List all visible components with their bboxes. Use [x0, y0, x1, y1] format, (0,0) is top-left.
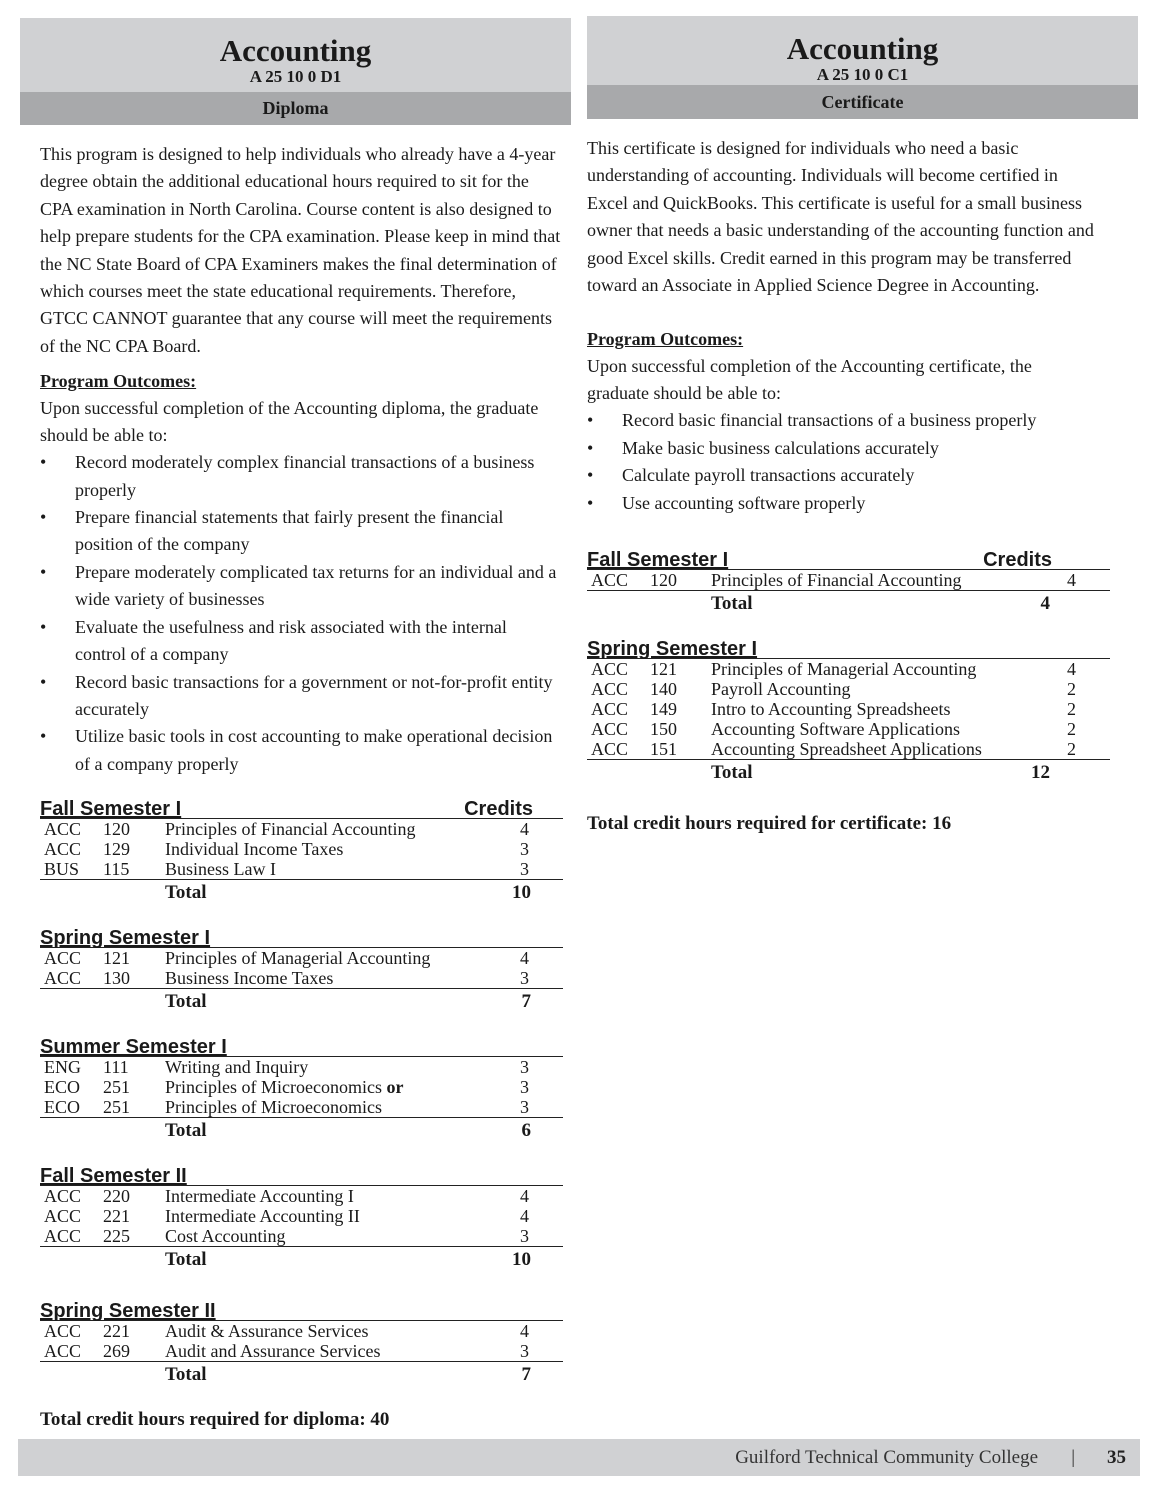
page-number: 35 [1107, 1447, 1126, 1468]
course-title-text: Individual Income Taxes [165, 839, 344, 860]
outcome-text: Prepare financial statements that fairly present the financial position of the company [75, 507, 504, 555]
course-title [165, 1077, 403, 1097]
course-prefix: ACC [44, 1341, 82, 1362]
course-title-text: Intro to Accounting Spreadsheets [711, 699, 951, 720]
course-title [711, 719, 960, 739]
diploma-header [20, 18, 571, 92]
total-label: Total [711, 593, 753, 615]
certificate-semesters [587, 547, 1138, 785]
course-row [40, 819, 563, 839]
outcome-item [40, 669, 562, 724]
course-title-text: Principles of Microeconomics [165, 1077, 382, 1098]
course-title [165, 819, 415, 839]
semester-total-row [587, 759, 1110, 785]
course-number: 251 [103, 1077, 130, 1098]
outcome-text: Calculate payroll transactions accurately [622, 465, 915, 486]
course-prefix: BUS [44, 859, 80, 880]
semester-total-row [587, 590, 1110, 616]
course-row [587, 739, 1138, 759]
diploma-title: Accounting [219, 33, 372, 68]
semester-total-row [40, 1361, 563, 1387]
course-prefix: ECO [44, 1077, 80, 1098]
page-footer [18, 1439, 1140, 1476]
course-row [587, 679, 1138, 699]
diploma-type: Diploma [20, 92, 571, 125]
semester-block [40, 796, 563, 905]
certificate-outcomes-lead: Upon successful completion of the Accounting certificate, the graduate should be able to: [587, 356, 1032, 404]
semester-total-row [40, 1246, 563, 1272]
outcome-item [40, 614, 562, 669]
course-row [40, 1097, 563, 1117]
course-credits: 3 [520, 859, 529, 880]
semester-title: Spring Semester I [40, 927, 211, 950]
semester-title: Spring Semester II [40, 1300, 216, 1323]
course-number: 269 [103, 1341, 130, 1362]
course-row [40, 1186, 563, 1206]
course-title [711, 679, 850, 699]
bullet-dot: • [587, 465, 594, 486]
course-row [587, 659, 1138, 679]
course-number: 225 [103, 1226, 130, 1247]
total-value: 7 [521, 991, 531, 1013]
outcome-item [40, 723, 562, 778]
semester-block [40, 1298, 563, 1387]
course-prefix: ACC [44, 1226, 82, 1247]
course-credits: 3 [520, 1057, 529, 1078]
course-title-text: Principles of Financial Accounting [165, 819, 416, 840]
semester-block [40, 1163, 563, 1272]
outcome-text: Make basic business calculations accurately [622, 437, 939, 458]
course-prefix: ACC [591, 570, 629, 591]
semester-title: Summer Semester I [40, 1036, 227, 1059]
total-value: 12 [1031, 762, 1050, 784]
outcome-text: Evaluate the usefulness and risk associated with the internal control of a company [75, 616, 507, 665]
diploma-total-hours: Total credit hours required for diploma: 40 [40, 1409, 390, 1431]
course-title [165, 1226, 286, 1246]
bullet-dot: • [40, 452, 47, 473]
outcome-text: Record moderately complex financial transactions of a business properly [75, 452, 535, 500]
course-title-text: Accounting Spreadsheet Applications [711, 739, 982, 760]
course-credits: 4 [1067, 659, 1076, 680]
total-value: 4 [1040, 593, 1050, 615]
course-title-text: Intermediate Accounting I [165, 1186, 354, 1207]
course-credits: 2 [1067, 699, 1076, 720]
bullet-dot: • [40, 507, 47, 528]
semester-header [40, 796, 563, 819]
course-number: 149 [650, 699, 677, 720]
course-number: 221 [103, 1321, 130, 1342]
course-credits: 3 [520, 1077, 529, 1098]
course-row [587, 699, 1138, 719]
course-title [165, 1206, 360, 1226]
total-label: Total [711, 762, 753, 784]
course-title [165, 948, 430, 968]
course-prefix: ACC [591, 659, 629, 680]
outcome-text: Utilize basic tools in cost accounting to make operational decision of a company properly [75, 726, 553, 774]
semester-title: Fall Semester I [587, 549, 729, 572]
outcome-item [587, 435, 1110, 462]
course-number: 111 [103, 1057, 129, 1078]
semester-block [587, 547, 1138, 616]
semester-header [40, 1163, 563, 1186]
course-number: 220 [103, 1186, 130, 1207]
credits-header: Credits [464, 798, 533, 821]
bullet-dot: • [587, 492, 594, 513]
semester-title: Fall Semester II [40, 1165, 187, 1188]
course-title [165, 968, 333, 988]
footer-separator: | [1071, 1447, 1075, 1468]
footer-college: Guilford Technical Community College [735, 1447, 1038, 1468]
course-title [711, 659, 976, 679]
total-value: 7 [521, 1364, 531, 1386]
total-value: 10 [512, 882, 531, 904]
course-credits: 4 [520, 1206, 529, 1227]
certificate-body [587, 135, 1138, 835]
course-prefix: ACC [591, 699, 629, 720]
semester-total-row [40, 1117, 563, 1143]
certificate-column [587, 16, 1138, 835]
certificate-total-hours: Total credit hours required for certificate: 16 [587, 813, 952, 835]
course-title [165, 1057, 308, 1077]
semester-title: Fall Semester I [40, 798, 182, 821]
course-title [165, 1097, 382, 1117]
course-prefix: ACC [44, 1206, 82, 1227]
outcome-text: Record basic transactions for a government or not-for-profit entity accurately [75, 671, 553, 719]
course-row [40, 859, 563, 879]
course-row [40, 1206, 563, 1226]
outcome-item [587, 462, 1110, 489]
course-prefix: ENG [44, 1057, 81, 1078]
semester-block [587, 636, 1138, 785]
course-prefix: ACC [591, 679, 629, 700]
bullet-dot: • [40, 616, 47, 637]
course-row [40, 1226, 563, 1246]
course-number: 120 [650, 570, 677, 591]
course-title-text: Intermediate Accounting II [165, 1206, 360, 1227]
course-credits: 4 [520, 1186, 529, 1207]
course-title-text: Principles of Microeconomics [165, 1097, 382, 1118]
total-label: Total [165, 1249, 207, 1271]
bullet-dot: • [40, 561, 47, 582]
course-credits: 3 [520, 1341, 529, 1362]
course-title [165, 1341, 380, 1361]
course-prefix: ACC [44, 1186, 82, 1207]
course-number: 251 [103, 1097, 130, 1118]
diploma-body [20, 141, 571, 1431]
course-title [711, 699, 950, 719]
certificate-code: A 25 10 0 C1 [816, 65, 909, 84]
course-title [165, 1321, 368, 1341]
certificate-intro: This certificate is designed for individuals who need a basic understanding of accounting. Individuals will become certified in Excel and QuickBooks. This certificate is useful for a small business owner that needs a basic understanding of the accounting function and good Excel skills. Credit earned in this program may be transferred toward an Associate in Applied Science Degree in Accounting. [587, 138, 1094, 296]
course-number: 150 [650, 719, 677, 740]
course-title-text: Principles of Managerial Accounting [711, 659, 977, 680]
course-row [40, 948, 563, 968]
semester-block [40, 925, 563, 1014]
course-row [40, 1321, 563, 1341]
course-title-text: Business Law I [165, 859, 276, 880]
course-title [165, 859, 276, 879]
course-number: 121 [650, 659, 677, 680]
course-credits: 3 [520, 1097, 529, 1118]
semester-total-row [40, 988, 563, 1014]
course-row [40, 1077, 563, 1097]
course-title [711, 739, 982, 759]
course-title-text: Accounting Software Applications [711, 719, 960, 740]
bullet-dot: • [587, 437, 594, 458]
certificate-type: Certificate [587, 85, 1138, 119]
course-prefix: ACC [591, 739, 629, 760]
course-number: 140 [650, 679, 677, 700]
course-credits: 3 [520, 968, 529, 989]
semester-header [587, 636, 1110, 659]
course-title-text: Cost Accounting [165, 1226, 286, 1247]
semester-header [587, 547, 1110, 570]
course-credits: 3 [520, 839, 529, 860]
bullet-dot: • [40, 671, 47, 692]
outcome-text: Use accounting software properly [622, 492, 866, 513]
course-title-text: Audit and Assurance Services [165, 1341, 381, 1362]
course-number: 151 [650, 739, 677, 760]
outcome-item [587, 490, 1110, 517]
semester-header [40, 1034, 563, 1057]
course-credits: 2 [1067, 679, 1076, 700]
course-prefix: ACC [44, 948, 82, 969]
semester-total-row [40, 879, 563, 905]
outcome-text: Record basic financial transactions of a business properly [622, 410, 1037, 431]
total-value: 6 [521, 1120, 531, 1142]
course-title [165, 839, 343, 859]
course-title-text: Business Income Taxes [165, 968, 334, 989]
course-title-text: Audit & Assurance Services [165, 1321, 369, 1342]
course-title-text: Payroll Accounting [711, 679, 851, 700]
course-credits: 2 [1067, 719, 1076, 740]
course-credits: 3 [520, 1226, 529, 1247]
outcome-item [40, 504, 562, 559]
bullet-dot: • [40, 726, 47, 747]
course-prefix: ACC [44, 968, 82, 989]
total-label: Total [165, 1364, 207, 1386]
semester-title: Spring Semester I [587, 638, 758, 661]
course-title-text: Writing and Inquiry [165, 1057, 309, 1078]
course-prefix: ECO [44, 1097, 80, 1118]
course-number: 130 [103, 968, 130, 989]
course-title-text: Principles of Financial Accounting [711, 570, 962, 591]
course-prefix: ACC [44, 839, 82, 860]
certificate-title: Accounting [786, 31, 939, 66]
course-row [40, 968, 563, 988]
course-title-text: Principles of Managerial Accounting [165, 948, 431, 969]
bullet-dot: • [587, 410, 594, 431]
course-prefix: ACC [44, 1321, 82, 1342]
course-title-suffix: or [386, 1077, 404, 1098]
certificate-outcomes-list [587, 407, 1110, 517]
outcome-item [40, 559, 562, 614]
course-credits: 2 [1067, 739, 1076, 760]
outcome-text: Prepare moderately complicated tax returns for an individual and a wide variety of businesses [75, 561, 557, 610]
course-title [165, 1186, 354, 1206]
course-prefix: ACC [44, 819, 82, 840]
course-number: 129 [103, 839, 130, 860]
diploma-outcomes-heading: Program Outcomes: [40, 371, 197, 392]
course-number: 221 [103, 1206, 130, 1227]
course-title [711, 570, 961, 590]
diploma-intro: This program is designed to help individuals who already have a 4-year degree obtain the additional educational hours required to sit for the CPA examination in North Carolina. Course content is also designed to help prepare students for the CPA examination. Please keep in mind that the NC State Board of CPA Examiners makes the final determination of which courses meet the state educational requirements. Therefore, GTCC CANNOT guarantee that any course will meet the requirements of the NC CPA Board. [40, 144, 561, 356]
semester-header [40, 1298, 563, 1321]
semester-block [40, 1034, 563, 1143]
outcome-item [40, 449, 562, 504]
diploma-outcomes-list [40, 449, 562, 778]
diploma-outcomes-lead: Upon successful completion of the Accounting diploma, the graduate should be able to: [40, 398, 539, 446]
course-credits: 4 [1067, 570, 1076, 591]
semester-header [40, 925, 563, 948]
course-row [587, 570, 1138, 590]
course-row [40, 1057, 563, 1077]
diploma-code: A 25 10 0 D1 [249, 67, 342, 86]
diploma-column [20, 18, 571, 1431]
outcome-item [587, 407, 1110, 434]
course-credits: 4 [520, 948, 529, 969]
course-number: 120 [103, 819, 130, 840]
total-label: Total [165, 882, 207, 904]
course-row [587, 719, 1138, 739]
certificate-header [587, 16, 1138, 85]
course-number: 115 [103, 859, 130, 880]
certificate-outcomes-heading: Program Outcomes: [587, 329, 744, 350]
total-label: Total [165, 991, 207, 1013]
course-credits: 4 [520, 819, 529, 840]
credits-header: Credits [983, 549, 1052, 572]
course-row [40, 839, 563, 859]
course-number: 121 [103, 948, 130, 969]
total-label: Total [165, 1120, 207, 1142]
diploma-semesters [40, 796, 563, 1387]
total-value: 10 [512, 1249, 531, 1271]
course-credits: 4 [520, 1321, 529, 1342]
course-row [40, 1341, 563, 1361]
course-prefix: ACC [591, 719, 629, 740]
